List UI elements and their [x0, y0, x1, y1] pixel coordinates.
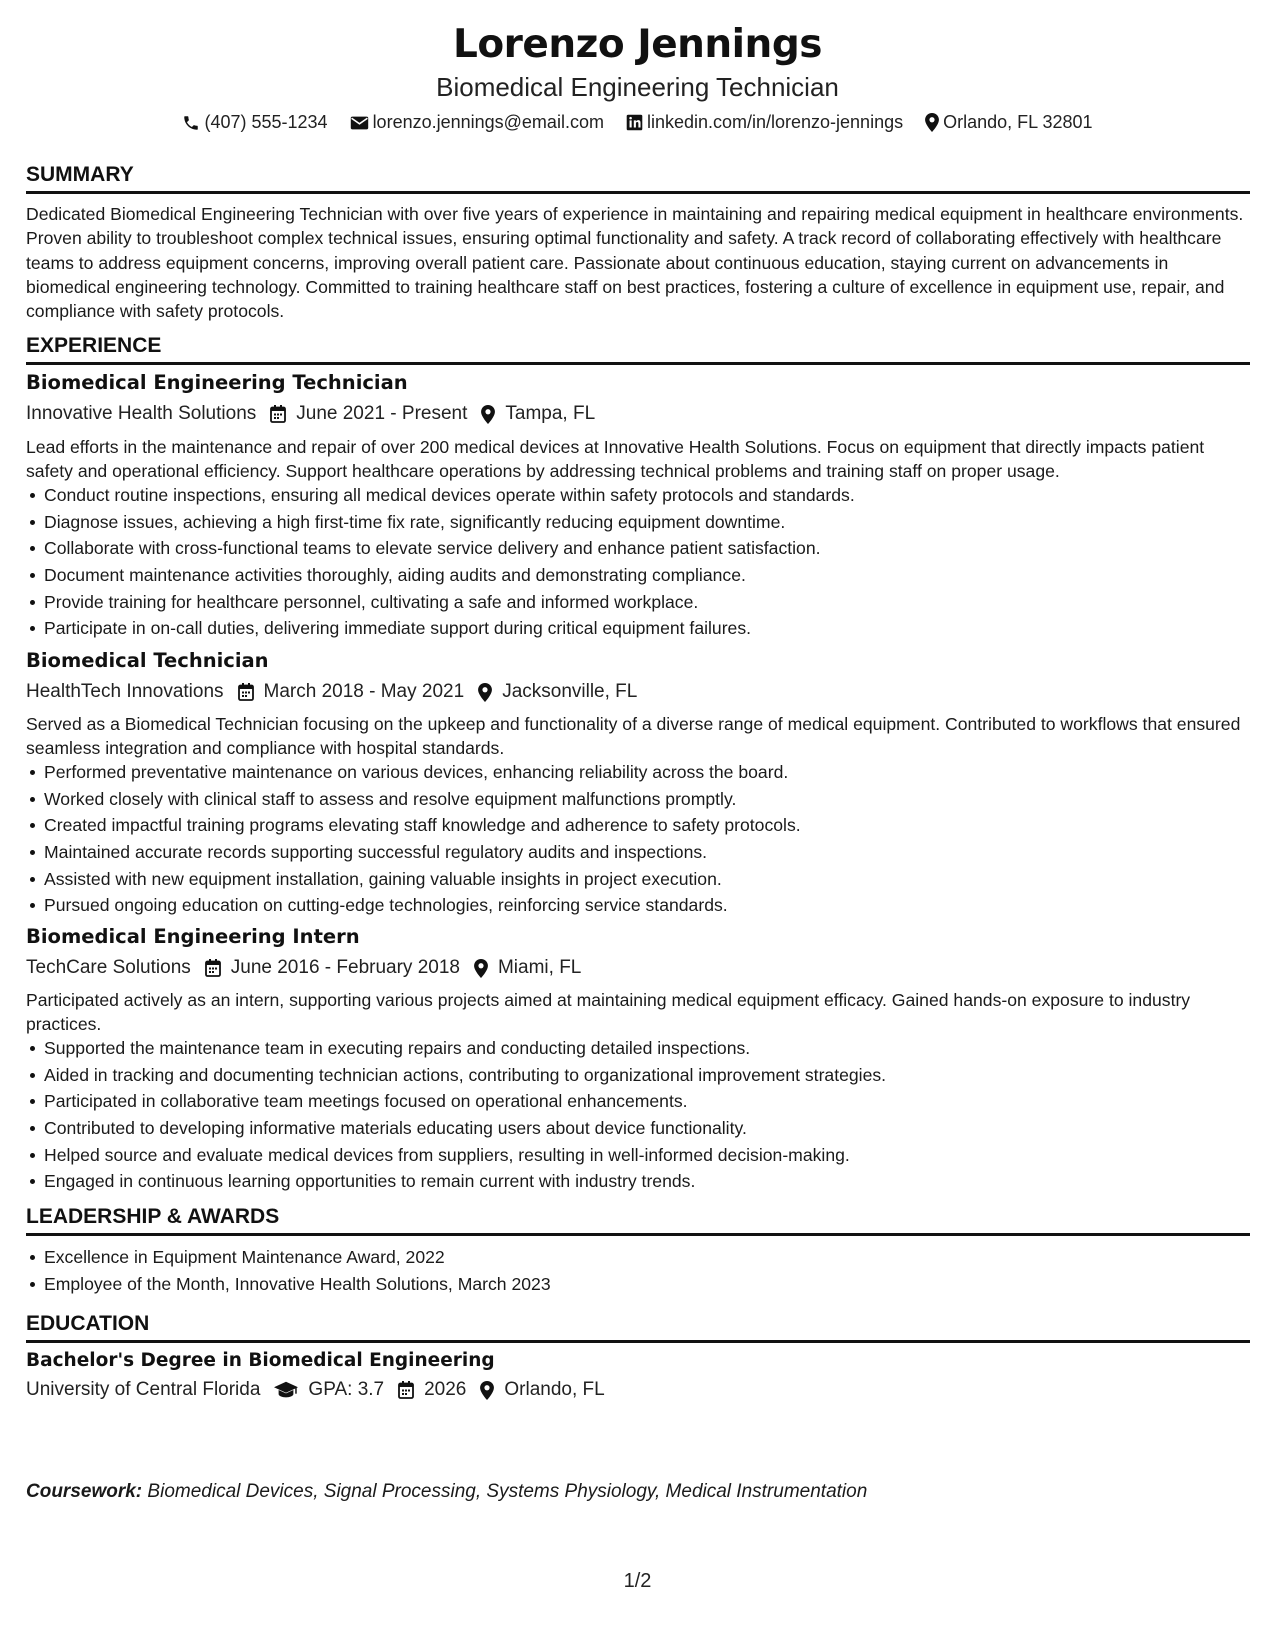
- list-item: Worked closely with clinical staff to assess and resolve equipment malfunctions promptly.: [26, 786, 1250, 813]
- job-title: Biomedical Engineering Technician: [26, 371, 408, 394]
- list-item: Participated in collaborative team meetings focused on operational enhancements.: [26, 1088, 1250, 1115]
- map-pin-icon: [481, 405, 495, 424]
- contact-email-text[interactable]: lorenzo.jennings@email.com: [372, 112, 604, 132]
- list-item: Aided in tracking and documenting technician actions, contributing to organizational improvement strategies.: [26, 1062, 1250, 1089]
- job-meta: [26, 957, 581, 979]
- job-location: Tampa, FL: [505, 403, 596, 424]
- linkedin-icon: [626, 114, 643, 131]
- candidate-name: Lorenzo Jennings: [453, 22, 822, 67]
- contact-linkedin[interactable]: [626, 112, 903, 133]
- candidate-title: Biomedical Engineering Technician: [436, 72, 839, 102]
- job-location: Jacksonville, FL: [502, 681, 638, 702]
- list-item: Provide training for healthcare personnel, cultivating a safe and informed workplace.: [26, 589, 1250, 616]
- list-item: Maintained accurate records supporting successful regulatory audits and inspections.: [26, 839, 1250, 866]
- leadership-list: [26, 1244, 1250, 1297]
- school-location: Orlando, FL: [504, 1379, 605, 1400]
- experience-heading: EXPERIENCE: [26, 334, 1250, 365]
- job-meta: [26, 403, 595, 425]
- coursework-label: Coursework:: [26, 1481, 143, 1502]
- contact-linkedin-text[interactable]: linkedin.com/in/lorenzo-jennings: [646, 112, 904, 132]
- page-number: 1/2: [623, 1570, 652, 1592]
- job-title: Biomedical Engineering Intern: [26, 925, 360, 948]
- list-item: Participate in on-call duties, delivering immediate support during critical equipment failures.: [26, 615, 1250, 642]
- list-item: Document maintenance activities thoroughly, aiding audits and demonstrating compliance.: [26, 562, 1250, 589]
- leadership-heading: LEADERSHIP & AWARDS: [26, 1205, 1250, 1236]
- job-bullets: [26, 482, 1250, 642]
- graduation-cap-icon: [274, 1381, 298, 1399]
- gpa: GPA: 3.7: [308, 1379, 385, 1400]
- map-pin-icon: [925, 113, 939, 132]
- job-description: Participated actively as an intern, supporting various projects aimed at maintaining medical equipment efficacy. Gained hands-on exposure to industry practices.: [26, 990, 1191, 1035]
- job-location: Miami, FL: [497, 957, 582, 978]
- school-name: University of Central Florida: [26, 1379, 261, 1400]
- job-description: Served as a Biomedical Technician focusing on the upkeep and functionality of a diverse range of medical equipment. Contributed to workflows that ensured seamless integration and compliance with hospital standards.: [26, 714, 1241, 759]
- calendar-icon: [238, 683, 254, 701]
- calendar-icon: [398, 1381, 414, 1399]
- list-item: Created impactful training programs elevating staff knowledge and adherence to safety protocols.: [26, 812, 1250, 839]
- list-item: Pursued ongoing education on cutting-edge technologies, reinforcing service standards.: [26, 892, 1250, 919]
- job-company: TechCare Solutions: [26, 957, 191, 978]
- job-dates: June 2016 - February 2018: [230, 957, 460, 978]
- job-company: HealthTech Innovations: [26, 681, 224, 702]
- map-pin-icon: [478, 683, 492, 702]
- contact-phone-text: (407) 555-1234: [204, 112, 328, 132]
- map-pin-icon: [480, 1381, 494, 1400]
- calendar-icon: [205, 959, 221, 977]
- list-item: Engaged in continuous learning opportunities to remain current with industry trends.: [26, 1168, 1250, 1195]
- envelope-icon: [350, 115, 369, 131]
- degree-title: Bachelor's Degree in Biomedical Engineering: [26, 1350, 495, 1371]
- contact-email[interactable]: [350, 112, 604, 133]
- list-item: Diagnose issues, achieving a high first-time fix rate, significantly reducing equipment downtime.: [26, 509, 1250, 536]
- contact-bar: [0, 112, 1275, 133]
- contact-phone: [182, 112, 327, 133]
- list-item: Conduct routine inspections, ensuring all medical devices operate within safety protocols and standards.: [26, 482, 1250, 509]
- list-item: Employee of the Month, Innovative Health Solutions, March 2023: [26, 1271, 1250, 1298]
- job-dates: March 2018 - May 2021: [263, 681, 465, 702]
- graduation-year: 2026: [424, 1379, 467, 1400]
- job-meta: [26, 681, 637, 703]
- phone-icon: [182, 114, 200, 132]
- list-item: Helped source and evaluate medical devices from suppliers, resulting in well-informed decision-making.: [26, 1142, 1250, 1169]
- job-bullets: [26, 759, 1250, 919]
- job-description: Lead efforts in the maintenance and repair of over 200 medical devices at Innovative Health Solutions. Focus on equipment that directly impacts patient safety and operational efficiency. Support healthcare operations by addressing technical problems and training staff on proper usage.: [26, 437, 1205, 482]
- education-heading: EDUCATION: [26, 1312, 1250, 1343]
- summary-heading: SUMMARY: [26, 163, 1250, 194]
- list-item: Excellence in Equipment Maintenance Award, 2022: [26, 1244, 1250, 1271]
- job-company: Innovative Health Solutions: [26, 403, 257, 424]
- job-bullets: [26, 1035, 1250, 1195]
- coursework-list: Biomedical Devices, Signal Processing, Systems Physiology, Medical Instrumentation: [147, 1481, 868, 1502]
- list-item: Assisted with new equipment installation, gaining valuable insights in project execution.: [26, 866, 1250, 893]
- list-item: Collaborate with cross-functional teams to elevate service delivery and enhance patient satisfaction.: [26, 535, 1250, 562]
- calendar-icon: [270, 405, 286, 423]
- contact-location: [925, 112, 1092, 133]
- list-item: Contributed to developing informative materials educating users about device functionality.: [26, 1115, 1250, 1142]
- education-meta: [26, 1379, 605, 1401]
- job-title: Biomedical Technician: [26, 649, 269, 672]
- map-pin-icon: [474, 959, 488, 978]
- summary-text: Dedicated Biomedical Engineering Technician with over five years of experience in maintaining and repairing medical equipment in healthcare environments. Proven ability to troubleshoot complex technical issues, ensuring optimal functionality and safety. A track record of collaborating effectively with healthcare teams to address equipment concerns, improving overall patient care. Passionate about continuous education, staying current on advancements in biomedical engineering technology. Committed to training healthcare staff on best practices, fostering a culture of excellence in equipment use, repair, and compliance with safety protocols.: [26, 204, 1244, 322]
- list-item: Supported the maintenance team in executing repairs and conducting detailed inspections.: [26, 1035, 1250, 1062]
- list-item: Performed preventative maintenance on various devices, enhancing reliability across the board.: [26, 759, 1250, 786]
- job-dates: June 2021 - Present: [296, 403, 468, 424]
- contact-location-text: Orlando, FL 32801: [943, 112, 1093, 132]
- coursework: [26, 1481, 867, 1503]
